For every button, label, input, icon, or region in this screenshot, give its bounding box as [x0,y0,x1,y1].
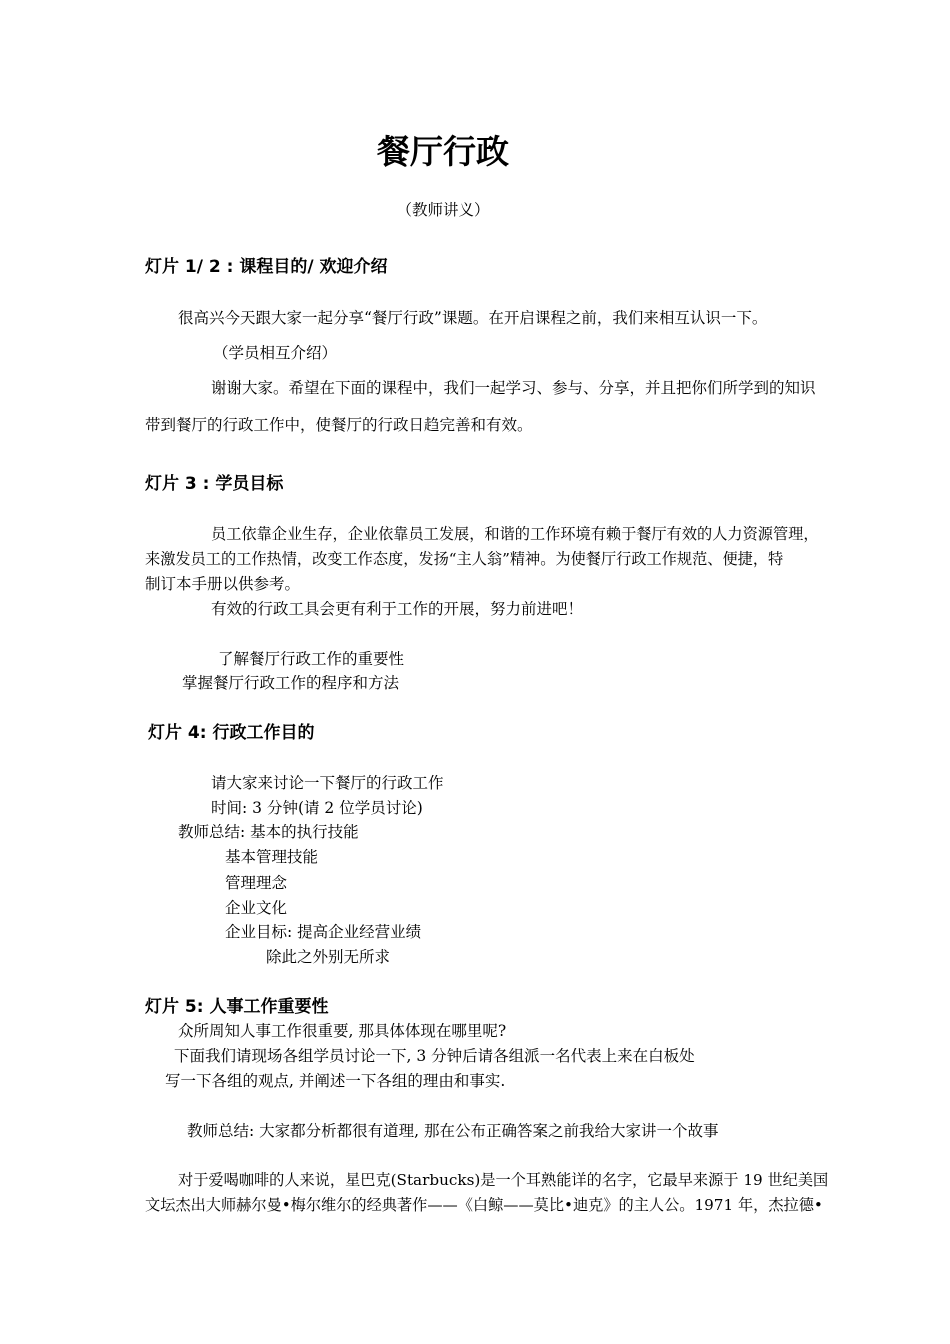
list-line: 企业目标: 提高企业经营业绩 [225,923,422,941]
section-heading-slide-3: 灯片 3 : 学员目标 [145,474,284,494]
paragraph-line: 教师总结: 大家都分析都很有道理, 那在公布正确答案之前我给大家讲一个故事 [187,1122,719,1140]
section-heading-slide-1-2: 灯片 1/ 2 : 课程目的/ 欢迎介绍 [145,257,388,277]
list-line: 管理理念 [225,874,288,892]
paragraph-line: 带到餐厅的行政工作中，使餐厅的行政日趋完善和有效。 [145,416,533,434]
list-line: 企业文化 [225,899,288,917]
goal-item: 掌握餐厅行政工作的程序和方法 [182,674,400,692]
paragraph-line: 下面我们请现场各组学员讨论一下, 3 分钟后请各组派一名代表上来在白板处 [174,1047,695,1065]
paragraph-line: 写一下各组的观点, 并阐述一下各组的理由和事实. [165,1072,506,1090]
paragraph-line: 员工依靠企业生存，企业依靠员工发展，和谐的工作环境有赖于餐厅有效的人力资源管理， [211,525,819,543]
list-line: 请大家来讨论一下餐厅的行政工作 [211,774,444,792]
goal-item: 了解餐厅行政工作的重要性 [218,650,405,668]
paragraph-line: 有效的行政工具会更有利于工作的开展，努力前进吧！ [211,600,584,618]
paragraph-line: 很高兴今天跟大家一起分享“餐厅行政”课题。在开启课程之前，我们来相互认识一下。 [178,309,768,327]
section-heading-slide-5: 灯片 5: 人事工作重要性 [145,997,329,1017]
paragraph-line: 谢谢大家。希望在下面的课程中，我们一起学习、参与、分享，并且把你们所学到的知识 [211,379,816,397]
document-subtitle: （教师讲义） [396,201,490,219]
paragraph-line: 来激发员工的工作热情，改变工作态度，发扬“主人翁”精神。为使餐厅行政工作规范、便捷，特 [145,550,784,568]
document-title: 餐厅行政 [377,132,509,171]
list-line: 教师总结: 基本的执行技能 [178,823,359,841]
paragraph-line: 制订本手册以供参考。 [145,575,301,593]
list-line: 时间: 3 分钟(请 2 位学员讨论) [211,799,423,817]
paragraph-line: 众所周知人事工作很重要, 那具体体现在哪里呢? [178,1022,507,1040]
list-line: 除此之外别无所求 [266,948,391,966]
list-line: 基本管理技能 [225,848,319,866]
section-heading-slide-4: 灯片 4: 行政工作目的 [148,723,315,743]
paragraph-line: 对于爱喝咖啡的人来说，星巴克(Starbucks)是一个耳熟能详的名字，它最早来源于 19 世纪美国 [178,1171,829,1189]
paragraph-line: （学员相互介绍） [213,344,338,362]
paragraph-line: 文坛杰出大师赫尔曼•梅尔维尔的经典著作——《白鲸——莫比•迪克》的主人公。1971 年，杰拉德• [145,1196,823,1214]
